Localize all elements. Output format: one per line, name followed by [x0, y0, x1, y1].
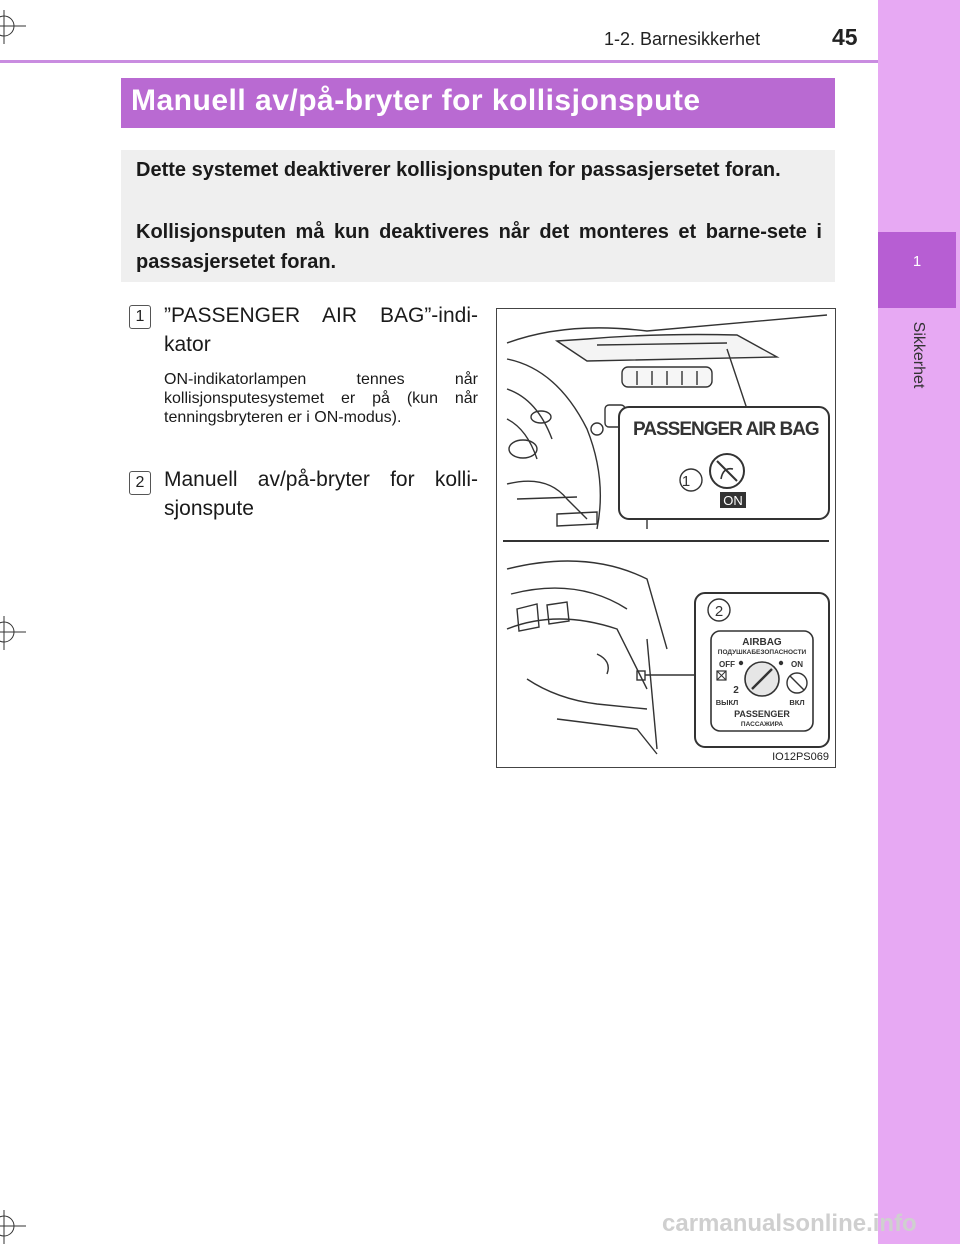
section-title: Manuell av/på-bryter for kollisjonspute [131, 84, 701, 117]
switch-on-label: ON [791, 660, 803, 669]
page-number: 45 [832, 24, 858, 50]
indicator-label: PASSENGER AIR BAG [633, 419, 819, 440]
chapter-number: 1 [912, 253, 922, 270]
section-title-bar [121, 78, 835, 128]
item-description-1: ON-indikatorlampen tennes når kollisjonsputesystemet er på (kun når tenningsbryteren er i ON-modus). [164, 371, 478, 426]
indicator-lamp-on: ON [723, 493, 743, 508]
header-rule [0, 60, 878, 63]
dashboard-illustration [497, 309, 836, 768]
switch-top-label: AIRBAG [742, 637, 782, 648]
switch-number: 2 [714, 603, 724, 620]
crop-mark-mid-left [0, 612, 30, 652]
crop-mark-top-left [0, 6, 30, 46]
figure-code: IO12PS069 [772, 751, 829, 763]
intro-box [121, 150, 835, 282]
chapter-marker [878, 232, 956, 308]
chapter-label: Sikkerhet [910, 321, 927, 389]
item-title-1: ”PASSENGER AIR BAG”-indi-kator [164, 304, 478, 356]
intro-paragraph-2: Kollisjonsputen må kun deaktiveres når det monteres et barne-sete i passasjersetet foran. [136, 221, 822, 273]
switch-seat-number: 2 [733, 685, 739, 696]
item-number-1: 1 [129, 305, 151, 329]
switch-bottom-label: PASSENGER [734, 709, 790, 719]
indicator-number: 1 [681, 473, 691, 490]
watermark: carmanualsonline.info [662, 1210, 917, 1237]
item-number-2: 2 [129, 471, 151, 495]
item-title-2: Manuell av/på-bryter for kolli-sjonspute [164, 468, 478, 520]
switch-on-label-ru: ВКЛ [789, 698, 805, 707]
crop-mark-bottom-left [0, 1206, 30, 1244]
intro-paragraph-1: Dette systemet deaktiverer kollisjonsputen for passasjersetet foran. [136, 159, 781, 181]
switch-top-label-ru: ПОДУШКАБЕЗОПАСНОСТИ [717, 649, 807, 656]
switch-off-label: OFF [719, 660, 735, 669]
switch-off-label-ru: ВЫКЛ [715, 698, 739, 707]
chapter-tab [878, 0, 960, 1244]
airbag-switch-figure [496, 308, 836, 768]
switch-bottom-label-ru: ПАССАЖИРА [740, 721, 784, 728]
section-header: 1-2. Barnesikkerhet [604, 29, 761, 49]
